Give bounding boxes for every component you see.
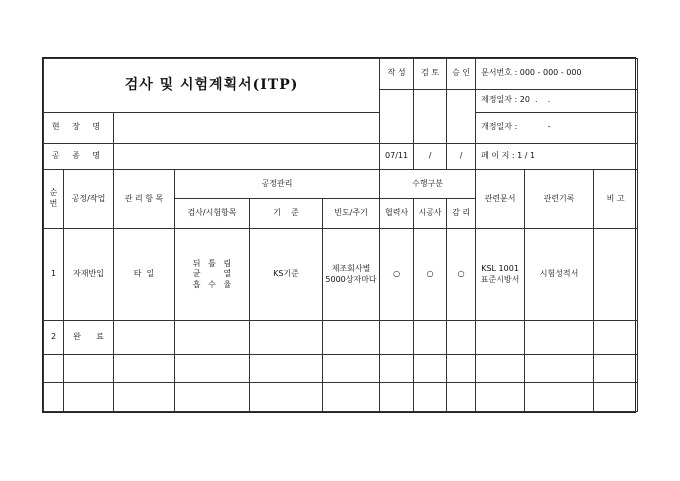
document-title: 검사 및 시험계획서(ITP) <box>44 59 380 113</box>
row-seq: 2 <box>44 321 64 355</box>
approval-sign-approve <box>447 89 476 143</box>
header-process-mgmt: 공정관리 <box>175 170 380 199</box>
approval-date-author: 07/11 <box>380 143 414 170</box>
header-seq: 순 번 <box>44 170 64 229</box>
approval-header-approve: 승 인 <box>447 59 476 90</box>
row-process: 완 료 <box>64 321 114 355</box>
row-process: 자재반입 <box>64 229 114 321</box>
row-frequency <box>323 321 380 355</box>
row-partner <box>380 321 414 355</box>
header-related-doc: 관련문서 <box>476 170 525 229</box>
row-contractor: ○ <box>414 229 447 321</box>
row-related-record <box>525 321 594 355</box>
row-standard: KS기준 <box>250 229 323 321</box>
row-partner: ○ <box>380 229 414 321</box>
site-name-label: 현 장 명 <box>44 113 114 144</box>
header-contractor: 시공사 <box>414 198 447 229</box>
header-supervisor: 감 리 <box>447 198 476 229</box>
header-inspect-item: 검사/시험항목 <box>175 198 250 229</box>
row-supervisor <box>447 321 476 355</box>
itp-document <box>42 57 636 413</box>
site-name-value <box>114 113 380 144</box>
row-seq: 1 <box>44 229 64 321</box>
row-contractor <box>414 321 447 355</box>
approval-sign-review <box>414 89 447 143</box>
header-partner: 협력사 <box>380 198 414 229</box>
approval-sign-author <box>380 89 414 143</box>
row-item <box>114 321 175 355</box>
itp-table <box>43 58 638 412</box>
header-standard: 기 준 <box>250 198 323 229</box>
row-item: 타 일 <box>114 229 175 321</box>
approval-header-author: 작 성 <box>380 59 414 90</box>
work-type-label: 공 종 명 <box>44 143 114 170</box>
established-date: 제정일자 : 20 . . <box>476 89 638 112</box>
row-standard <box>250 321 323 355</box>
table-row-empty <box>44 383 638 412</box>
table-row <box>44 229 638 321</box>
row-supervisor: ○ <box>447 229 476 321</box>
row-related-doc <box>476 321 525 355</box>
revised-date: 개정일자 : - <box>476 113 638 144</box>
row-inspect-item: 뒤 틀 림 균 열 흡 수 율 <box>175 229 250 321</box>
page-number: 페 이 지 : 1 / 1 <box>476 143 638 170</box>
approval-header-review: 검 토 <box>414 59 447 90</box>
approval-date-review: / <box>414 143 447 170</box>
header-frequency: 빈도/주기 <box>323 198 380 229</box>
row-note <box>594 229 638 321</box>
table-row-empty <box>44 354 638 383</box>
row-inspect-item <box>175 321 250 355</box>
header-process: 공정/작업 <box>64 170 114 229</box>
header-item: 관 리 항 목 <box>114 170 175 229</box>
row-note <box>594 321 638 355</box>
table-row <box>44 321 638 355</box>
header-note: 비 고 <box>594 170 638 229</box>
row-related-record: 시험성적서 <box>525 229 594 321</box>
row-frequency: 제조회사별 5000상자마다 <box>323 229 380 321</box>
doc-number: 문서번호 : 000 - 000 - 000 <box>476 59 638 90</box>
approval-date-approve: / <box>447 143 476 170</box>
header-related-record: 관련기록 <box>525 170 594 229</box>
row-related-doc: KSL 1001 표준시방서 <box>476 229 525 321</box>
work-type-value <box>114 143 380 170</box>
header-performer: 수행구분 <box>380 170 476 199</box>
